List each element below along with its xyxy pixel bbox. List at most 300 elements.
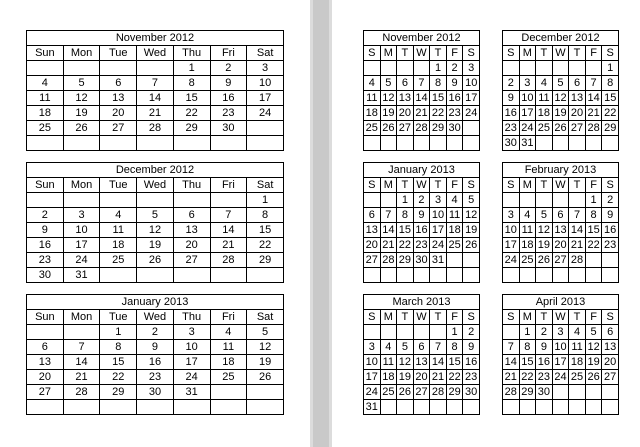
- day-cell: [210, 268, 247, 283]
- week-row: [503, 208, 619, 223]
- day-cell: 12: [247, 340, 284, 355]
- day-cell: [364, 61, 381, 76]
- weekday-label: Tue: [100, 178, 137, 193]
- day-cell: 18: [446, 223, 463, 238]
- day-cell: 17: [430, 223, 447, 238]
- weekday-header-row: [364, 46, 480, 61]
- day-cell: 26: [552, 121, 569, 136]
- day-cell: 13: [364, 223, 381, 238]
- day-cell: 5: [536, 208, 553, 223]
- day-cell: [536, 136, 553, 151]
- day-cell: 31: [430, 253, 447, 268]
- day-cell: 23: [210, 106, 247, 121]
- day-cell: 27: [552, 253, 569, 268]
- day-cell: [503, 268, 520, 283]
- day-cell: 31: [519, 136, 536, 151]
- day-cell: 18: [100, 238, 137, 253]
- day-cell: 1: [430, 61, 447, 76]
- weekday-label: T: [430, 46, 447, 61]
- day-cell: [446, 136, 463, 151]
- day-cell: [364, 268, 381, 283]
- day-cell: 15: [430, 91, 447, 106]
- day-cell: 31: [364, 400, 381, 415]
- day-cell: [569, 400, 586, 415]
- day-cell: 4: [364, 76, 381, 91]
- month-calendar: [502, 294, 619, 415]
- day-cell: [585, 385, 602, 400]
- day-cell: [503, 193, 520, 208]
- day-cell: 5: [552, 76, 569, 91]
- day-cell: 25: [27, 121, 64, 136]
- day-cell: 15: [585, 223, 602, 238]
- day-cell: 14: [569, 223, 586, 238]
- day-cell: 18: [27, 106, 64, 121]
- day-cell: 23: [413, 238, 430, 253]
- day-cell: 24: [63, 253, 100, 268]
- day-cell: 14: [380, 223, 397, 238]
- day-cell: [137, 400, 174, 415]
- day-cell: 5: [63, 76, 100, 91]
- weekday-label: S: [463, 310, 480, 325]
- day-cell: 2: [602, 193, 619, 208]
- week-row: [364, 370, 480, 385]
- day-cell: [63, 136, 100, 151]
- weekday-label: T: [397, 46, 414, 61]
- day-cell: 28: [63, 385, 100, 400]
- day-cell: 9: [536, 340, 553, 355]
- day-cell: 29: [247, 253, 284, 268]
- day-cell: 22: [430, 106, 447, 121]
- day-cell: 29: [430, 121, 447, 136]
- week-row: [364, 106, 480, 121]
- week-row: [27, 121, 284, 136]
- day-cell: 29: [446, 385, 463, 400]
- weekday-header-row: [27, 178, 284, 193]
- day-cell: [430, 400, 447, 415]
- day-cell: 28: [413, 121, 430, 136]
- day-cell: [63, 193, 100, 208]
- day-cell: 22: [585, 238, 602, 253]
- week-row: [503, 61, 619, 76]
- day-cell: 12: [380, 91, 397, 106]
- day-cell: 20: [27, 370, 64, 385]
- day-cell: 12: [536, 223, 553, 238]
- day-cell: 20: [173, 238, 210, 253]
- day-cell: [503, 400, 520, 415]
- week-row: [27, 340, 284, 355]
- day-cell: 14: [63, 355, 100, 370]
- day-cell: 27: [100, 121, 137, 136]
- day-cell: [446, 253, 463, 268]
- day-cell: 28: [210, 253, 247, 268]
- day-cell: 25: [364, 121, 381, 136]
- day-cell: 21: [413, 106, 430, 121]
- day-cell: 25: [100, 253, 137, 268]
- weekday-label: W: [552, 310, 569, 325]
- day-cell: [397, 400, 414, 415]
- day-cell: 20: [602, 355, 619, 370]
- day-cell: 11: [446, 208, 463, 223]
- day-cell: [430, 136, 447, 151]
- day-cell: 11: [27, 91, 64, 106]
- day-cell: 20: [552, 238, 569, 253]
- day-cell: 6: [173, 208, 210, 223]
- day-cell: 6: [552, 208, 569, 223]
- day-cell: [602, 136, 619, 151]
- day-cell: 19: [585, 355, 602, 370]
- day-cell: 30: [446, 121, 463, 136]
- day-cell: 21: [137, 106, 174, 121]
- day-cell: 23: [27, 253, 64, 268]
- day-cell: 13: [397, 91, 414, 106]
- day-cell: 22: [173, 106, 210, 121]
- weekday-header-row: [503, 178, 619, 193]
- day-cell: [585, 61, 602, 76]
- weekday-label: Fri: [210, 178, 247, 193]
- day-cell: 8: [397, 208, 414, 223]
- week-row: [364, 238, 480, 253]
- day-cell: 6: [397, 76, 414, 91]
- day-cell: [210, 385, 247, 400]
- day-cell: [585, 268, 602, 283]
- day-cell: 26: [63, 121, 100, 136]
- day-cell: 19: [247, 355, 284, 370]
- day-cell: 31: [63, 268, 100, 283]
- week-row: [364, 400, 480, 415]
- day-cell: 21: [503, 370, 520, 385]
- day-cell: 21: [210, 238, 247, 253]
- day-cell: [463, 253, 480, 268]
- day-cell: 9: [503, 91, 520, 106]
- day-cell: 14: [585, 91, 602, 106]
- weekday-label: T: [536, 46, 553, 61]
- day-cell: 9: [463, 340, 480, 355]
- day-cell: 15: [397, 223, 414, 238]
- day-cell: 3: [463, 61, 480, 76]
- day-cell: 24: [364, 385, 381, 400]
- day-cell: 27: [397, 121, 414, 136]
- day-cell: 1: [585, 193, 602, 208]
- day-cell: 10: [63, 223, 100, 238]
- day-cell: [63, 325, 100, 340]
- day-cell: [519, 268, 536, 283]
- day-cell: 19: [463, 223, 480, 238]
- day-cell: 13: [100, 91, 137, 106]
- day-cell: 26: [463, 238, 480, 253]
- day-cell: [569, 193, 586, 208]
- day-cell: 12: [585, 340, 602, 355]
- day-cell: [536, 400, 553, 415]
- day-cell: 27: [364, 253, 381, 268]
- weekday-header-row: [27, 310, 284, 325]
- day-cell: [100, 193, 137, 208]
- week-row: [364, 253, 480, 268]
- weekday-label: T: [430, 178, 447, 193]
- weekday-label: F: [585, 46, 602, 61]
- weekday-label: T: [569, 178, 586, 193]
- day-cell: [380, 61, 397, 76]
- day-cell: 26: [247, 370, 284, 385]
- day-cell: 15: [247, 223, 284, 238]
- day-cell: 25: [519, 253, 536, 268]
- day-cell: 17: [364, 370, 381, 385]
- day-cell: [519, 400, 536, 415]
- day-cell: [397, 268, 414, 283]
- week-row: [27, 268, 284, 283]
- day-cell: 14: [137, 91, 174, 106]
- day-cell: [364, 193, 381, 208]
- day-cell: 5: [380, 76, 397, 91]
- week-row: [503, 340, 619, 355]
- day-cell: 8: [519, 340, 536, 355]
- day-cell: 11: [210, 340, 247, 355]
- day-cell: 17: [552, 355, 569, 370]
- day-cell: 16: [210, 91, 247, 106]
- day-cell: 18: [210, 355, 247, 370]
- week-row: [364, 208, 480, 223]
- day-cell: 28: [430, 385, 447, 400]
- day-cell: 3: [247, 61, 284, 76]
- week-row: [503, 268, 619, 283]
- month-calendar: [363, 30, 480, 151]
- day-cell: 17: [247, 91, 284, 106]
- weekday-label: Mon: [63, 310, 100, 325]
- day-cell: [137, 136, 174, 151]
- day-cell: 3: [364, 340, 381, 355]
- weekday-label: S: [463, 46, 480, 61]
- day-cell: [173, 268, 210, 283]
- day-cell: [247, 268, 284, 283]
- weekday-label: Fri: [210, 46, 247, 61]
- day-cell: [100, 268, 137, 283]
- day-cell: 30: [413, 253, 430, 268]
- day-cell: [585, 136, 602, 151]
- day-cell: [430, 268, 447, 283]
- day-cell: 13: [602, 340, 619, 355]
- day-cell: 23: [602, 238, 619, 253]
- day-cell: [137, 193, 174, 208]
- day-cell: [380, 325, 397, 340]
- weekday-label: W: [552, 178, 569, 193]
- day-cell: 3: [430, 193, 447, 208]
- day-cell: 30: [503, 136, 520, 151]
- day-cell: 7: [503, 340, 520, 355]
- day-cell: 19: [552, 106, 569, 121]
- day-cell: 1: [397, 193, 414, 208]
- weekday-label: W: [552, 46, 569, 61]
- week-row: [503, 370, 619, 385]
- day-cell: 19: [536, 238, 553, 253]
- day-cell: 14: [503, 355, 520, 370]
- week-row: [27, 253, 284, 268]
- day-cell: 4: [210, 325, 247, 340]
- day-cell: [173, 400, 210, 415]
- day-cell: 8: [100, 340, 137, 355]
- week-row: [27, 238, 284, 253]
- day-cell: [380, 268, 397, 283]
- weekday-label: Sat: [247, 46, 284, 61]
- month-title: January 2013: [364, 163, 480, 178]
- week-row: [27, 91, 284, 106]
- day-cell: 16: [446, 91, 463, 106]
- day-cell: 29: [397, 253, 414, 268]
- month-title: January 2013: [27, 295, 284, 310]
- day-cell: [397, 136, 414, 151]
- day-cell: 12: [63, 91, 100, 106]
- day-cell: [552, 136, 569, 151]
- day-cell: 29: [100, 385, 137, 400]
- day-cell: 27: [27, 385, 64, 400]
- day-cell: 27: [569, 121, 586, 136]
- weekday-header-row: [503, 46, 619, 61]
- day-cell: 22: [397, 238, 414, 253]
- weekday-label: T: [536, 310, 553, 325]
- day-cell: 25: [569, 370, 586, 385]
- day-cell: 24: [552, 370, 569, 385]
- month-calendar: [502, 30, 619, 151]
- day-cell: 3: [519, 76, 536, 91]
- weekday-label: T: [397, 178, 414, 193]
- weekday-label: Mon: [63, 178, 100, 193]
- day-cell: 24: [247, 106, 284, 121]
- weekday-label: W: [413, 310, 430, 325]
- day-cell: 13: [413, 355, 430, 370]
- day-cell: [536, 193, 553, 208]
- day-cell: 11: [519, 223, 536, 238]
- day-cell: [552, 400, 569, 415]
- day-cell: 24: [430, 238, 447, 253]
- day-cell: 4: [380, 340, 397, 355]
- day-cell: 13: [27, 355, 64, 370]
- day-cell: 20: [413, 370, 430, 385]
- day-cell: 27: [413, 385, 430, 400]
- day-cell: [100, 136, 137, 151]
- day-cell: 5: [463, 193, 480, 208]
- day-cell: [364, 136, 381, 151]
- weekday-label: M: [380, 46, 397, 61]
- day-cell: 19: [380, 106, 397, 121]
- day-cell: [463, 268, 480, 283]
- day-cell: 22: [247, 238, 284, 253]
- day-cell: 28: [569, 253, 586, 268]
- day-cell: [552, 193, 569, 208]
- month-title: December 2012: [27, 163, 284, 178]
- week-row: [364, 223, 480, 238]
- day-cell: 10: [552, 340, 569, 355]
- day-cell: 12: [137, 223, 174, 238]
- week-row: [364, 193, 480, 208]
- day-cell: 7: [585, 76, 602, 91]
- day-cell: [380, 136, 397, 151]
- week-row: [27, 208, 284, 223]
- day-cell: 4: [519, 208, 536, 223]
- day-cell: 11: [100, 223, 137, 238]
- day-cell: 16: [413, 223, 430, 238]
- day-cell: [380, 400, 397, 415]
- day-cell: 2: [536, 325, 553, 340]
- day-cell: 11: [380, 355, 397, 370]
- day-cell: [430, 325, 447, 340]
- day-cell: [503, 325, 520, 340]
- day-cell: 29: [602, 121, 619, 136]
- day-cell: 23: [463, 370, 480, 385]
- day-cell: 12: [463, 208, 480, 223]
- month-title: November 2012: [364, 31, 480, 46]
- month-title: February 2013: [503, 163, 619, 178]
- day-cell: 8: [585, 208, 602, 223]
- weekday-label: W: [413, 46, 430, 61]
- day-cell: 6: [364, 208, 381, 223]
- weekday-header-row: [364, 178, 480, 193]
- gutter-edge-left: [310, 0, 313, 447]
- day-cell: 2: [137, 325, 174, 340]
- day-cell: 22: [100, 370, 137, 385]
- day-cell: [63, 61, 100, 76]
- day-cell: 10: [463, 76, 480, 91]
- day-cell: 13: [569, 91, 586, 106]
- month-calendar: [363, 294, 480, 415]
- day-cell: 10: [503, 223, 520, 238]
- day-cell: 10: [247, 76, 284, 91]
- weekday-label: Sun: [27, 310, 64, 325]
- weekday-label: S: [602, 310, 619, 325]
- weekday-label: S: [364, 178, 381, 193]
- month-calendar: [26, 162, 284, 283]
- day-cell: 4: [27, 76, 64, 91]
- day-cell: [63, 400, 100, 415]
- week-row: [503, 223, 619, 238]
- day-cell: [247, 121, 284, 136]
- week-row: [27, 76, 284, 91]
- weekday-label: T: [569, 46, 586, 61]
- weekday-label: S: [602, 46, 619, 61]
- weekday-label: S: [503, 178, 520, 193]
- right-calendar-page: [332, 0, 640, 447]
- day-cell: 16: [463, 355, 480, 370]
- day-cell: 19: [63, 106, 100, 121]
- day-cell: 16: [602, 223, 619, 238]
- day-cell: 6: [413, 340, 430, 355]
- week-row: [503, 238, 619, 253]
- day-cell: 24: [463, 106, 480, 121]
- week-row: [27, 400, 284, 415]
- day-cell: 9: [27, 223, 64, 238]
- weekday-header-row: [364, 310, 480, 325]
- weekday-label: F: [585, 178, 602, 193]
- week-row: [27, 355, 284, 370]
- week-row: [364, 355, 480, 370]
- day-cell: 15: [519, 355, 536, 370]
- week-row: [27, 106, 284, 121]
- weekday-label: F: [446, 46, 463, 61]
- day-cell: 16: [27, 238, 64, 253]
- day-cell: [569, 385, 586, 400]
- day-cell: [519, 193, 536, 208]
- day-cell: [602, 385, 619, 400]
- day-cell: 16: [137, 355, 174, 370]
- week-row: [27, 61, 284, 76]
- day-cell: 18: [380, 370, 397, 385]
- day-cell: 22: [602, 106, 619, 121]
- day-cell: [137, 61, 174, 76]
- month-calendar: [26, 294, 284, 415]
- day-cell: [137, 268, 174, 283]
- day-cell: [27, 400, 64, 415]
- month-calendar: [363, 162, 480, 283]
- day-cell: [602, 268, 619, 283]
- day-cell: [210, 193, 247, 208]
- day-cell: [247, 400, 284, 415]
